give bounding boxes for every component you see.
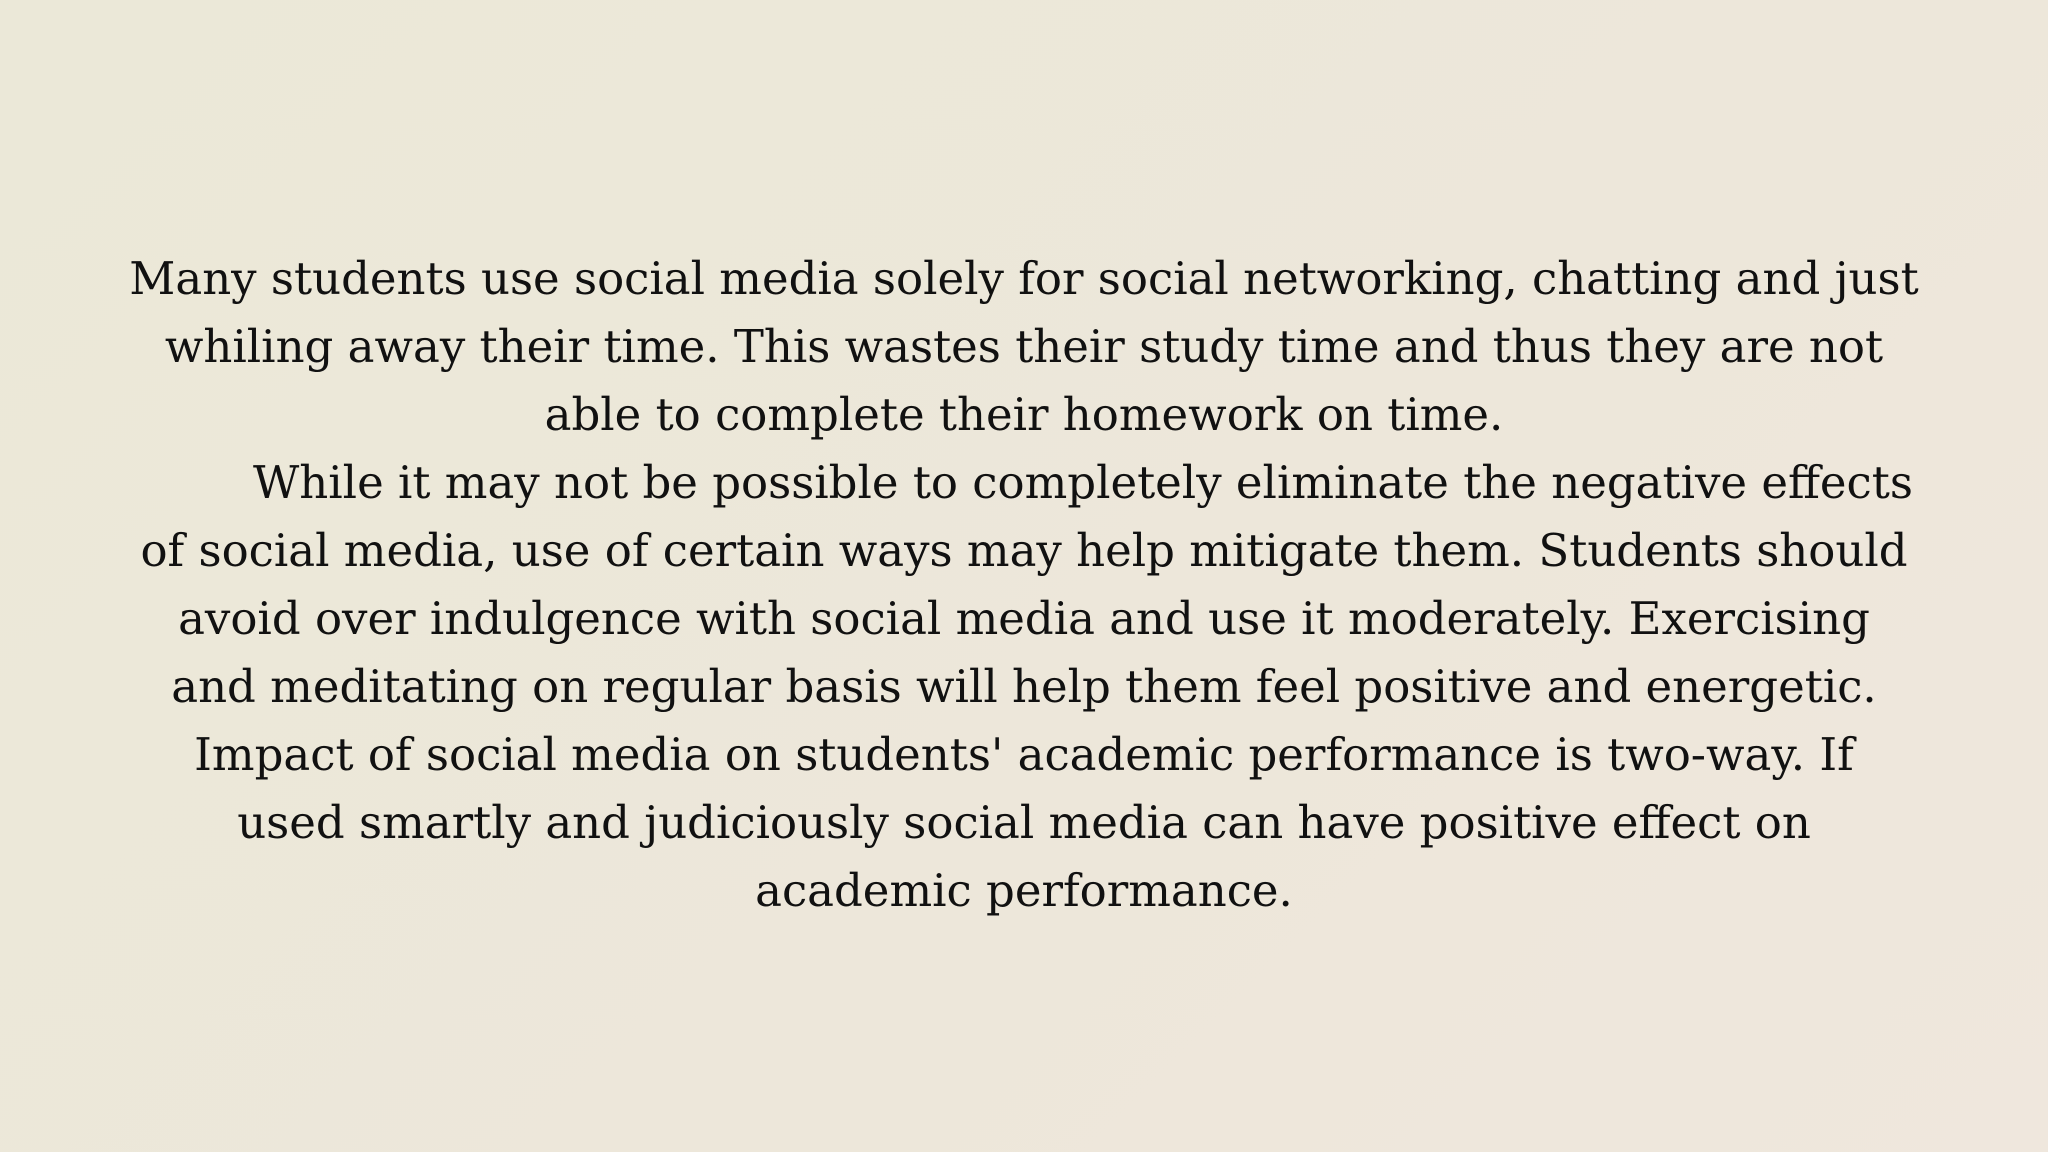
- text-line-3: able to complete their homework on time.: [544, 388, 1504, 441]
- text-line-4: While it may not be possible to completely eliminate the negative effects: [253, 456, 1913, 509]
- body-text: [100, 245, 1948, 925]
- text-line-7: and meditating on regular basis will help them feel positive and energetic.: [171, 660, 1877, 713]
- text-line-2: whiling away their time. This wastes their study time and thus they are not: [164, 320, 1884, 373]
- text-line-10: academic performance.: [755, 864, 1293, 917]
- text-line-5: of social media, use of certain ways may help mitigate them. Students should: [140, 524, 1908, 577]
- text-line-1: Many students use social media solely for social networking, chatting and just: [129, 252, 1919, 305]
- text-line-9: used smartly and judiciously social media can have positive effect on: [237, 796, 1811, 849]
- text-line-6: avoid over indulgence with social media and use it moderately. Exercising: [178, 592, 1870, 645]
- text-line-8: Impact of social media on students' academic performance is two-way. If: [194, 728, 1854, 781]
